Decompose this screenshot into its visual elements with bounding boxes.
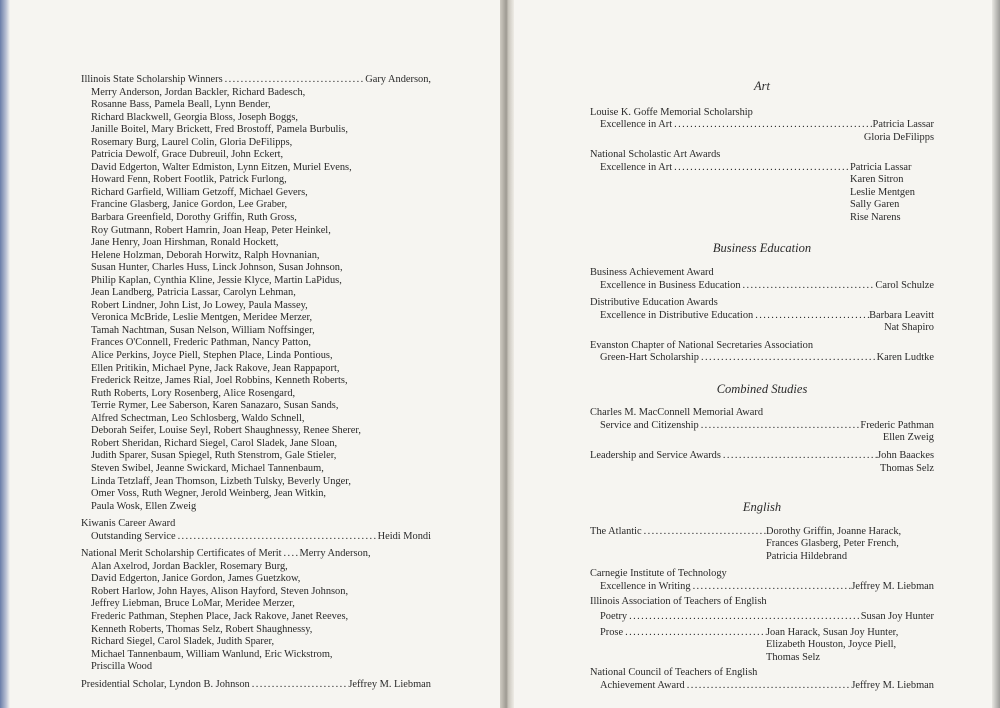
name-line: Kenneth Roberts, Thomas Selz, Robert Shaughnessy, bbox=[91, 623, 313, 635]
iate-prose-line bbox=[590, 627, 934, 640]
combined-heading: Combined Studies bbox=[716, 381, 808, 396]
leader-dots bbox=[642, 526, 766, 539]
name-line: Patricia Dewolf, Grace Dubreuil, John Eckert, bbox=[91, 149, 284, 161]
right-page-edge bbox=[992, 0, 1000, 708]
distributive-name-2: Nat Shapiro bbox=[884, 322, 934, 334]
english-heading: English bbox=[742, 500, 782, 515]
leader-dots bbox=[699, 352, 877, 365]
name-line: Francine Glasberg, Janice Gordon, Lee Graber, bbox=[91, 199, 288, 211]
leader-dots bbox=[721, 450, 877, 463]
leader-dots bbox=[699, 420, 861, 433]
name-line: Frederick Reitze, James Rial, Joel Robbins, Kenneth Roberts, bbox=[91, 375, 348, 387]
secretaries-title: Evanston Chapter of National Secretaries Association bbox=[590, 339, 814, 351]
ncte-label: Achievement Award bbox=[600, 679, 685, 691]
distributive-line bbox=[590, 310, 934, 323]
carnegie-entry bbox=[590, 568, 934, 593]
scholastic-name-stack bbox=[850, 174, 934, 224]
business-achievement-line bbox=[590, 280, 934, 293]
carnegie-line bbox=[590, 581, 934, 594]
atlantic-name-stack bbox=[766, 538, 934, 563]
name-line: Philip Kaplan, Cynthia Kline, Jessie Klyce, Martin LaPidus, bbox=[91, 274, 342, 286]
business-achievement-name: Carol Schulze bbox=[875, 279, 934, 291]
name-line: Omer Voss, Ruth Wegner, Jerold Weinberg, Jean Witkin, bbox=[91, 488, 327, 500]
scholastic-label: Excellence in Art bbox=[600, 161, 673, 173]
iate-entry bbox=[590, 596, 934, 664]
leader-dots bbox=[741, 280, 876, 293]
goffe-entry bbox=[590, 107, 934, 145]
illinois-scholarship-label: Illinois State Scholarship Winners bbox=[81, 74, 223, 85]
kiwanis-name: Heidi Mondi bbox=[377, 530, 431, 542]
leadership-name: John Baackes bbox=[877, 450, 934, 462]
leader-dots bbox=[753, 310, 869, 323]
leader-dots bbox=[627, 611, 861, 624]
name-line: Jean Landberg, Patricia Lassar, Carolyn Lehman, bbox=[91, 287, 296, 299]
name-line: Paula Wosk, Ellen Zweig bbox=[91, 500, 197, 512]
secretaries-name: Karen Ludtke bbox=[876, 352, 934, 364]
name-line: Rosemary Burg, Laurel Colin, Gloria DeFilipps, bbox=[91, 136, 293, 148]
distributive-label: Excellence in Distributive Education bbox=[600, 309, 754, 321]
name-line: Janille Boitel, Mary Brickett, Fred Brostoff, Pamela Burbulis, bbox=[91, 124, 348, 136]
name-line: Susan Hunter, Charles Huss, Linck Johnson, Susan Johnson, bbox=[91, 262, 343, 274]
name-line: Veronica McBride, Leslie Mentgen, Meridee Merzer, bbox=[91, 312, 313, 324]
presidential-entry bbox=[81, 679, 431, 692]
atlantic-name: Dorothy Griffin, Joanne Harack, bbox=[766, 525, 902, 537]
name-line: Steven Swibel, Jeanne Swickard, Michael Tannenbaum, bbox=[91, 462, 324, 474]
leader-dots bbox=[623, 627, 766, 640]
iate-poetry-name: Susan Joy Hunter bbox=[860, 610, 934, 622]
scholastic-name-item: Karen Sitron bbox=[850, 174, 904, 186]
name-line: Alfred Schectman, Leo Schlosberg, Waldo Schnell, bbox=[91, 412, 305, 424]
merit-label: National Merit Scholarship Certificates of Merit bbox=[81, 548, 282, 560]
atlantic-name-item: Frances Glasberg, Peter French, bbox=[766, 538, 899, 550]
atlantic-name-item: Patricia Hildebrand bbox=[766, 550, 848, 562]
illinois-names-list bbox=[81, 87, 431, 514]
name-line: David Edgerton, Walter Edmiston, Lynn Eitzen, Muriel Evens, bbox=[91, 161, 352, 173]
atlantic-line bbox=[590, 526, 934, 539]
art-heading: Art bbox=[754, 79, 770, 93]
name-line: David Edgerton, Janice Gordon, James Guetzkow, bbox=[91, 573, 301, 585]
macconnell-title: Charles M. MacConnell Memorial Award bbox=[590, 407, 764, 419]
name-line: Frederic Pathman, Stephen Place, Jack Rakove, Janet Reeves, bbox=[91, 610, 349, 622]
iate-poetry-label: Poetry bbox=[600, 610, 628, 622]
name-line: Deborah Seifer, Louise Seyl, Robert Shaughnessy, Renee Sherer, bbox=[91, 425, 362, 437]
merit-names-list bbox=[81, 561, 431, 674]
iate-prose-name: Joan Harack, Susan Joy Hunter, bbox=[766, 626, 899, 638]
kiwanis-line bbox=[81, 531, 431, 544]
scholastic-names bbox=[590, 174, 934, 224]
macconnell-name: Frederic Pathman bbox=[860, 419, 934, 431]
iate-prose-name-stack bbox=[766, 639, 934, 664]
illinois-scholarship-heading-line bbox=[81, 74, 431, 87]
right-column bbox=[590, 80, 934, 697]
ncte-title: National Council of Teachers of English bbox=[590, 667, 758, 679]
name-line: Frances O'Connell, Frederic Pathman, Nancy Patton, bbox=[91, 337, 312, 349]
leadership-entry bbox=[590, 450, 934, 475]
goffe-line bbox=[590, 119, 934, 132]
name-line: Linda Tetzlaff, Jean Thomson, Lizbeth Tulsky, Beverly Unger, bbox=[91, 475, 351, 487]
left-page-edge bbox=[0, 0, 10, 708]
leader-dots bbox=[691, 581, 852, 594]
leader-dots bbox=[176, 531, 378, 544]
name-line: Judith Sparer, Susan Spiegel, Ruth Stenstrom, Gale Stieler, bbox=[91, 450, 337, 462]
iate-prose-names bbox=[590, 639, 934, 664]
name-line: Jeffrey Liebman, Bruce LoMar, Meridee Merzer, bbox=[91, 598, 295, 610]
kiwanis-title: Kiwanis Career Award bbox=[81, 518, 176, 530]
secretaries-line bbox=[590, 352, 934, 365]
iate-prose-name-item: Thomas Selz bbox=[766, 651, 820, 663]
name-line: Helene Holzman, Deborah Horwitz, Ralph Hovnanian, bbox=[91, 249, 320, 261]
secretaries-entry bbox=[590, 340, 934, 365]
goffe-title: Louise K. Goffe Memorial Scholarship bbox=[590, 106, 753, 118]
name-line: Richard Blackwell, Georgia Bloss, Joseph Boggs, bbox=[91, 111, 299, 123]
name-line: Howard Fenn, Robert Footlik, Patrick Furlong, bbox=[91, 174, 287, 186]
merit-heading-line bbox=[81, 548, 431, 561]
business-achievement-title: Business Achievement Award bbox=[590, 267, 714, 279]
iate-poetry-line bbox=[590, 611, 934, 624]
leader-dots bbox=[223, 74, 366, 87]
name-line: Rosanne Bass, Pamela Beall, Lynn Bender, bbox=[91, 99, 271, 111]
name-line: Michael Tannenbaum, William Wanlund, Eric Wickstrom, bbox=[91, 648, 333, 660]
name-line: Merry Anderson, Jordan Backler, Richard Badesch, bbox=[91, 86, 306, 98]
macconnell-name-2: Ellen Zweig bbox=[882, 432, 934, 444]
leader-dots bbox=[685, 680, 852, 693]
leadership-label: Leadership and Service Awards bbox=[590, 450, 721, 462]
name-line: Jane Henry, Joan Hirshman, Ronald Hockett, bbox=[91, 237, 279, 249]
name-line: Ruth Roberts, Lory Rosenberg, Alice Rosengard, bbox=[91, 387, 296, 399]
leader-dots bbox=[250, 679, 349, 692]
left-column bbox=[81, 74, 431, 696]
carnegie-label: Excellence in Writing bbox=[600, 580, 691, 592]
business-achievement-entry bbox=[590, 267, 934, 292]
illinois-first-name: Gary Anderson, bbox=[365, 74, 431, 85]
presidential-name: Jeffrey M. Liebman bbox=[348, 678, 431, 690]
ncte-name: Jeffrey M. Liebman bbox=[851, 679, 934, 691]
scholastic-entry bbox=[590, 149, 934, 224]
distributive-name: Barbara Leavitt bbox=[869, 309, 934, 321]
name-line: Roy Gutmann, Robert Hamrin, Joan Heap, Peter Heinkel, bbox=[91, 224, 331, 236]
scholastic-name-item: Rise Narens bbox=[850, 211, 901, 223]
scholastic-title: National Scholastic Art Awards bbox=[590, 149, 721, 161]
scholastic-name: Patricia Lassar bbox=[850, 161, 912, 173]
name-line: Barbara Greenfield, Dorothy Griffin, Ruth Gross, bbox=[91, 212, 297, 224]
business-achievement-label: Excellence in Business Education bbox=[600, 279, 741, 291]
leader-dots bbox=[672, 162, 850, 175]
goffe-name-2: Gloria DeFilipps bbox=[863, 131, 934, 143]
secretaries-label: Green-Hart Scholarship bbox=[600, 352, 699, 364]
scholastic-line bbox=[590, 162, 934, 175]
distributive-entry bbox=[590, 297, 934, 335]
kiwanis-entry bbox=[81, 518, 431, 543]
leader-dots bbox=[672, 119, 872, 132]
atlantic-label: The Atlantic bbox=[590, 525, 642, 537]
merit-first-name: Merry Anderson, bbox=[299, 548, 371, 560]
scholastic-name-item: Sally Garen bbox=[850, 199, 900, 211]
leadership-name-2: Thomas Selz bbox=[880, 462, 934, 474]
carnegie-title: Carnegie Institute of Technology bbox=[590, 568, 727, 580]
name-line: Robert Lindner, John List, Jo Lowey, Paula Massey, bbox=[91, 299, 308, 311]
iate-prose-name-item: Elizabeth Houston, Joyce Piell, bbox=[766, 639, 897, 651]
ncte-line bbox=[590, 680, 934, 693]
leader-dots bbox=[282, 548, 300, 561]
name-line: Priscilla Wood bbox=[91, 661, 153, 673]
illinois-scholarship-entry bbox=[81, 74, 431, 513]
macconnell-entry bbox=[590, 407, 934, 445]
distributive-title: Distributive Education Awards bbox=[590, 297, 718, 309]
name-line: Richard Siegel, Carol Sladek, Judith Sparer, bbox=[91, 636, 275, 648]
atlantic-names bbox=[590, 538, 934, 563]
name-line: Alan Axelrod, Jordan Backler, Rosemary Burg, bbox=[91, 560, 288, 572]
iate-title: Illinois Association of Teachers of English bbox=[590, 596, 767, 608]
macconnell-line bbox=[590, 420, 934, 433]
name-line: Terrie Rymer, Lee Saberson, Karen Sanazaro, Susan Sands, bbox=[91, 400, 339, 412]
name-line: Tamah Nachtman, Susan Nelson, William Noffsinger, bbox=[91, 324, 315, 336]
merit-entry bbox=[81, 548, 431, 673]
iate-prose-label: Prose bbox=[600, 626, 624, 638]
presidential-line bbox=[81, 679, 431, 692]
atlantic-entry bbox=[590, 526, 934, 564]
name-line: Alice Perkins, Joyce Piell, Stephen Place, Linda Pontious, bbox=[91, 350, 333, 362]
macconnell-label: Service and Citizenship bbox=[600, 419, 699, 431]
scholastic-name-item: Leslie Mentgen bbox=[850, 186, 915, 198]
leadership-line bbox=[590, 450, 934, 463]
name-line: Richard Garfield, William Getzoff, Michael Gevers, bbox=[91, 186, 308, 198]
ncte-entry bbox=[590, 667, 934, 692]
goffe-name: Patricia Lassar bbox=[872, 119, 934, 131]
kiwanis-label: Outstanding Service bbox=[91, 530, 176, 542]
name-line: Robert Sheridan, Richard Siegel, Carol Sladek, Jane Sloan, bbox=[91, 437, 338, 449]
name-line: Robert Harlow, John Hayes, Alison Hayford, Steven Johnson, bbox=[91, 585, 349, 597]
name-line: Ellen Pritikin, Michael Pyne, Jack Rakove, Jean Rappaport, bbox=[91, 362, 340, 374]
carnegie-name: Jeffrey M. Liebman bbox=[851, 580, 934, 592]
business-heading: Business Education bbox=[712, 241, 812, 256]
book-gutter bbox=[500, 0, 514, 708]
goffe-label: Excellence in Art bbox=[600, 119, 673, 131]
presidential-label: Presidential Scholar, Lyndon B. Johnson bbox=[81, 678, 250, 690]
